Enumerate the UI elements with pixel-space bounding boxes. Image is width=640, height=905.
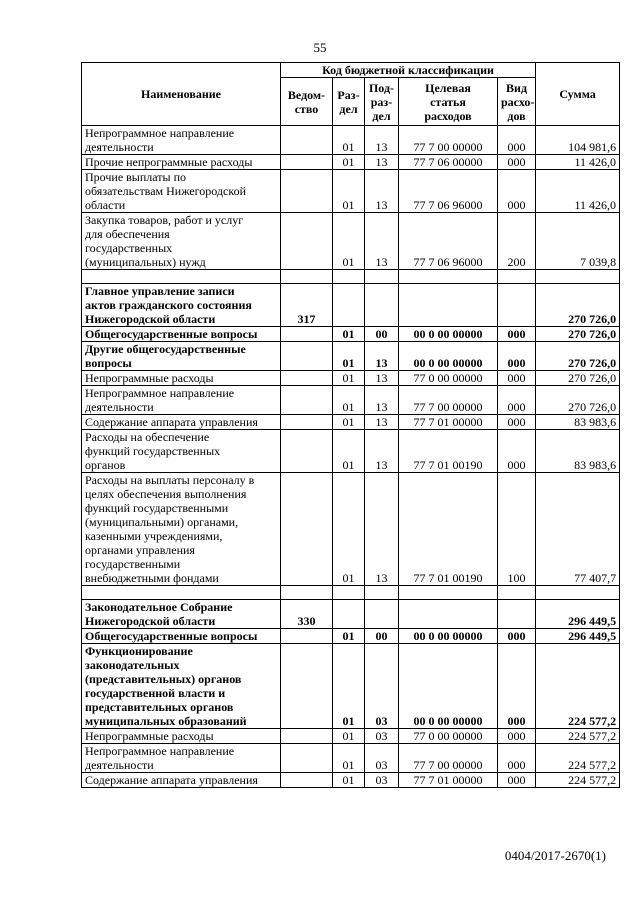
header-name: Наименование xyxy=(82,63,281,126)
table-row xyxy=(82,473,620,586)
section-code: 01 xyxy=(333,430,365,473)
header-section: Раз- дел xyxy=(333,78,365,126)
table-row xyxy=(82,327,620,342)
item-name: Законодательное Собрание Нижегородской области xyxy=(82,600,281,629)
section-code xyxy=(333,284,365,327)
table-row xyxy=(82,342,620,371)
subsection-code: 13 xyxy=(365,473,399,586)
section-code: 01 xyxy=(333,629,365,644)
subsection-code: 13 xyxy=(365,371,399,386)
table-row xyxy=(82,430,620,473)
table-row xyxy=(82,371,620,386)
subsection-code: 13 xyxy=(365,170,399,213)
section-code: 01 xyxy=(333,415,365,430)
header-subsection: Под- раз- дел xyxy=(365,78,399,126)
expense-type-code: 000 xyxy=(498,629,536,644)
target-article-code: 77 7 06 96000 xyxy=(399,213,498,270)
table-row xyxy=(82,644,620,729)
subsection-code: 03 xyxy=(365,773,399,788)
department-code xyxy=(281,473,333,586)
amount: 270 726,0 xyxy=(536,327,620,342)
department-code xyxy=(281,213,333,270)
expense-type-code: 000 xyxy=(498,415,536,430)
empty-cell xyxy=(333,270,365,284)
expense-type-code: 000 xyxy=(498,386,536,415)
target-article-code: 77 7 01 00190 xyxy=(399,430,498,473)
empty-cell xyxy=(399,586,498,600)
section-code: 01 xyxy=(333,729,365,744)
item-name: Непрограммные расходы xyxy=(82,729,281,744)
section-code: 01 xyxy=(333,170,365,213)
item-name: Функционирование законодательных (представительных) органов государственной власти и представительных органов муниципальных образований xyxy=(82,644,281,729)
expense-type-code xyxy=(498,284,536,327)
table-row xyxy=(82,729,620,744)
table-row xyxy=(82,386,620,415)
subsection-code: 00 xyxy=(365,629,399,644)
table-row xyxy=(82,284,620,327)
subsection-code: 13 xyxy=(365,430,399,473)
empty-cell xyxy=(399,270,498,284)
subsection-code: 13 xyxy=(365,386,399,415)
department-code xyxy=(281,773,333,788)
item-name: Закупка товаров, работ и услуг для обеспечения государственных (муниципальных) нужд xyxy=(82,213,281,270)
item-name: Содержание аппарата управления xyxy=(82,415,281,430)
section-code: 01 xyxy=(333,473,365,586)
department-code xyxy=(281,629,333,644)
subsection-code: 13 xyxy=(365,155,399,170)
department-code xyxy=(281,744,333,773)
table-row xyxy=(82,126,620,155)
item-name: Непрограммное направление деятельности xyxy=(82,126,281,155)
amount: 77 407,7 xyxy=(536,473,620,586)
target-article-code xyxy=(399,600,498,629)
subsection-code: 13 xyxy=(365,342,399,371)
expense-type-code: 200 xyxy=(498,213,536,270)
section-code: 01 xyxy=(333,155,365,170)
amount: 270 726,0 xyxy=(536,342,620,371)
subsection-code: 13 xyxy=(365,213,399,270)
empty-cell xyxy=(536,270,620,284)
department-code: 330 xyxy=(281,600,333,629)
expense-type-code: 000 xyxy=(498,126,536,155)
target-article-code: 77 7 01 00190 xyxy=(399,473,498,586)
expense-type-code: 000 xyxy=(498,773,536,788)
department-code xyxy=(281,327,333,342)
target-article-code: 77 0 00 00000 xyxy=(399,729,498,744)
target-article-code: 77 0 00 00000 xyxy=(399,371,498,386)
target-article-code: 77 7 00 00000 xyxy=(399,386,498,415)
department-code xyxy=(281,386,333,415)
department-code: 317 xyxy=(281,284,333,327)
table-row xyxy=(82,773,620,788)
department-code xyxy=(281,644,333,729)
spacer-row xyxy=(82,586,620,600)
item-name: Содержание аппарата управления xyxy=(82,773,281,788)
table-row xyxy=(82,744,620,773)
amount: 83 983,6 xyxy=(536,430,620,473)
item-name: Непрограммное направление деятельности xyxy=(82,386,281,415)
expense-type-code: 100 xyxy=(498,473,536,586)
department-code xyxy=(281,430,333,473)
subsection-code: 03 xyxy=(365,729,399,744)
expense-type-code: 000 xyxy=(498,170,536,213)
item-name: Общегосударственные вопросы xyxy=(82,327,281,342)
amount: 83 983,6 xyxy=(536,415,620,430)
expense-type-code: 000 xyxy=(498,342,536,371)
header-classification-group: Код бюджетной классификации xyxy=(281,63,536,78)
expense-type-code: 000 xyxy=(498,155,536,170)
amount: 104 981,6 xyxy=(536,126,620,155)
amount: 270 726,0 xyxy=(536,284,620,327)
department-code xyxy=(281,126,333,155)
header-department: Ведом- ство xyxy=(281,78,333,126)
empty-cell xyxy=(82,586,281,600)
subsection-code: 13 xyxy=(365,415,399,430)
item-name: Прочие непрограммные расходы xyxy=(82,155,281,170)
empty-cell xyxy=(333,586,365,600)
empty-cell xyxy=(536,586,620,600)
item-name: Непрограммные расходы xyxy=(82,371,281,386)
empty-cell xyxy=(365,270,399,284)
document-code: 0404/2017-2670(1) xyxy=(504,848,606,863)
empty-cell xyxy=(82,270,281,284)
subsection-code xyxy=(365,600,399,629)
budget-table xyxy=(81,62,620,788)
spacer-row xyxy=(82,270,620,284)
item-name: Расходы на выплаты персоналу в целях обеспечения выполнения функций государственными (муниципальными) органами, казенными учреждениями, органами управления государственными внебюджетными фондами xyxy=(82,473,281,586)
target-article-code: 77 7 06 00000 xyxy=(399,155,498,170)
department-code xyxy=(281,342,333,371)
section-code: 01 xyxy=(333,744,365,773)
empty-cell xyxy=(498,270,536,284)
table-row xyxy=(82,170,620,213)
amount: 11 426,0 xyxy=(536,155,620,170)
subsection-code: 13 xyxy=(365,126,399,155)
empty-cell xyxy=(281,270,333,284)
amount: 7 039,8 xyxy=(536,213,620,270)
expense-type-code: 000 xyxy=(498,744,536,773)
section-code: 01 xyxy=(333,773,365,788)
expense-type-code: 000 xyxy=(498,644,536,729)
page-number: 55 xyxy=(313,40,327,55)
item-name: Общегосударственные вопросы xyxy=(82,629,281,644)
amount: 11 426,0 xyxy=(536,170,620,213)
table-body xyxy=(82,126,620,788)
amount: 224 577,2 xyxy=(536,773,620,788)
section-code: 01 xyxy=(333,386,365,415)
section-code: 01 xyxy=(333,327,365,342)
subsection-code: 03 xyxy=(365,644,399,729)
empty-cell xyxy=(281,586,333,600)
amount: 224 577,2 xyxy=(536,644,620,729)
empty-cell xyxy=(365,586,399,600)
header-sum: Сумма xyxy=(536,63,620,126)
amount: 224 577,2 xyxy=(536,744,620,773)
empty-cell xyxy=(498,586,536,600)
expense-type-code: 000 xyxy=(498,371,536,386)
subsection-code: 03 xyxy=(365,744,399,773)
expense-type-code: 000 xyxy=(498,327,536,342)
expense-type-code xyxy=(498,600,536,629)
target-article-code: 00 0 00 00000 xyxy=(399,629,498,644)
department-code xyxy=(281,729,333,744)
target-article-code: 77 7 00 00000 xyxy=(399,744,498,773)
target-article-code: 77 7 01 00000 xyxy=(399,415,498,430)
section-code: 01 xyxy=(333,213,365,270)
subsection-code xyxy=(365,284,399,327)
header-target-article: Целевая статья расходов xyxy=(399,78,498,126)
item-name: Главное управление записи актов гражданского состояния Нижегородской области xyxy=(82,284,281,327)
target-article-code: 77 7 01 00000 xyxy=(399,773,498,788)
amount: 296 449,5 xyxy=(536,629,620,644)
header-expense-type: Вид расхо- дов xyxy=(498,78,536,126)
item-name: Расходы на обеспечение функций государственных органов xyxy=(82,430,281,473)
expense-type-code: 000 xyxy=(498,430,536,473)
table-row xyxy=(82,213,620,270)
item-name: Другие общегосударственные вопросы xyxy=(82,342,281,371)
section-code: 01 xyxy=(333,342,365,371)
subsection-code: 00 xyxy=(365,327,399,342)
section-code: 01 xyxy=(333,644,365,729)
amount: 270 726,0 xyxy=(536,386,620,415)
item-name: Непрограммное направление деятельности xyxy=(82,744,281,773)
section-code: 01 xyxy=(333,371,365,386)
target-article-code: 00 0 00 00000 xyxy=(399,644,498,729)
department-code xyxy=(281,170,333,213)
amount: 296 449,5 xyxy=(536,600,620,629)
department-code xyxy=(281,371,333,386)
amount: 270 726,0 xyxy=(536,371,620,386)
expense-type-code: 000 xyxy=(498,729,536,744)
target-article-code: 77 7 06 96000 xyxy=(399,170,498,213)
section-code: 01 xyxy=(333,126,365,155)
item-name: Прочие выплаты по обязательствам Нижегородской области xyxy=(82,170,281,213)
table-row xyxy=(82,155,620,170)
target-article-code: 00 0 00 00000 xyxy=(399,327,498,342)
department-code xyxy=(281,155,333,170)
table-row xyxy=(82,629,620,644)
section-code xyxy=(333,600,365,629)
target-article-code: 77 7 00 00000 xyxy=(399,126,498,155)
amount: 224 577,2 xyxy=(536,729,620,744)
target-article-code xyxy=(399,284,498,327)
table-row xyxy=(82,600,620,629)
table-row xyxy=(82,415,620,430)
department-code xyxy=(281,415,333,430)
target-article-code: 00 0 00 00000 xyxy=(399,342,498,371)
